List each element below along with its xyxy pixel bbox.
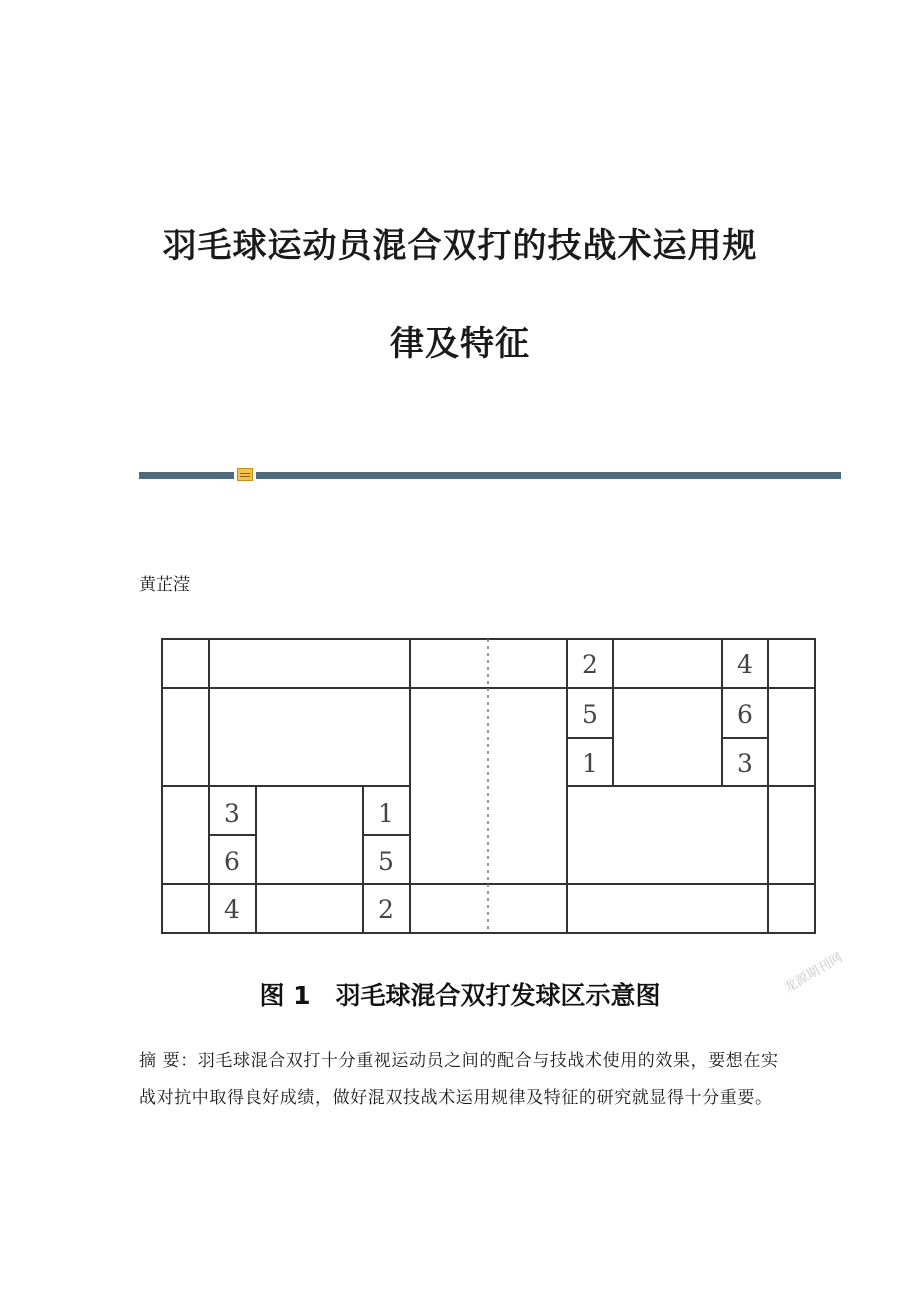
abstract-text: 羽毛球混合双打十分重视运动员之间的配合与技战术使用的效果，要想在实战对抗中取得良好成绩，做好混双技战术运用规律及特征的研究就显得十分重要。 [139, 1051, 779, 1108]
zone-label: 4 [224, 895, 240, 924]
envelope-icon [237, 468, 253, 481]
zone-label: 6 [224, 847, 240, 876]
zone-label: 6 [737, 700, 753, 729]
zone-label: 1 [378, 799, 394, 828]
zone-label: 4 [737, 650, 753, 679]
zone-label: 2 [582, 650, 598, 679]
zone-label: 5 [582, 700, 598, 729]
title-divider-right [256, 472, 841, 479]
zone-label: 1 [582, 749, 598, 778]
watermark-text: 龙源期刊网 [781, 950, 846, 996]
paper-title-line-1: 羽毛球运动员混合双打的技战术运用规 [162, 226, 758, 266]
paper-title-line-2: 律及特征 [390, 324, 530, 364]
figure-caption: 图 1 羽毛球混合双打发球区示意图 [259, 981, 661, 1010]
badminton-court-figure [140, 625, 830, 945]
zone-label: 5 [378, 847, 394, 876]
title-divider-left [139, 472, 234, 479]
abstract-label: 摘 要： [139, 1051, 198, 1071]
zone-label: 2 [378, 895, 394, 924]
zone-label: 3 [224, 799, 240, 828]
author-name: 黄芷滢 [139, 575, 190, 595]
zone-label: 3 [737, 749, 753, 778]
abstract [139, 1043, 789, 1117]
